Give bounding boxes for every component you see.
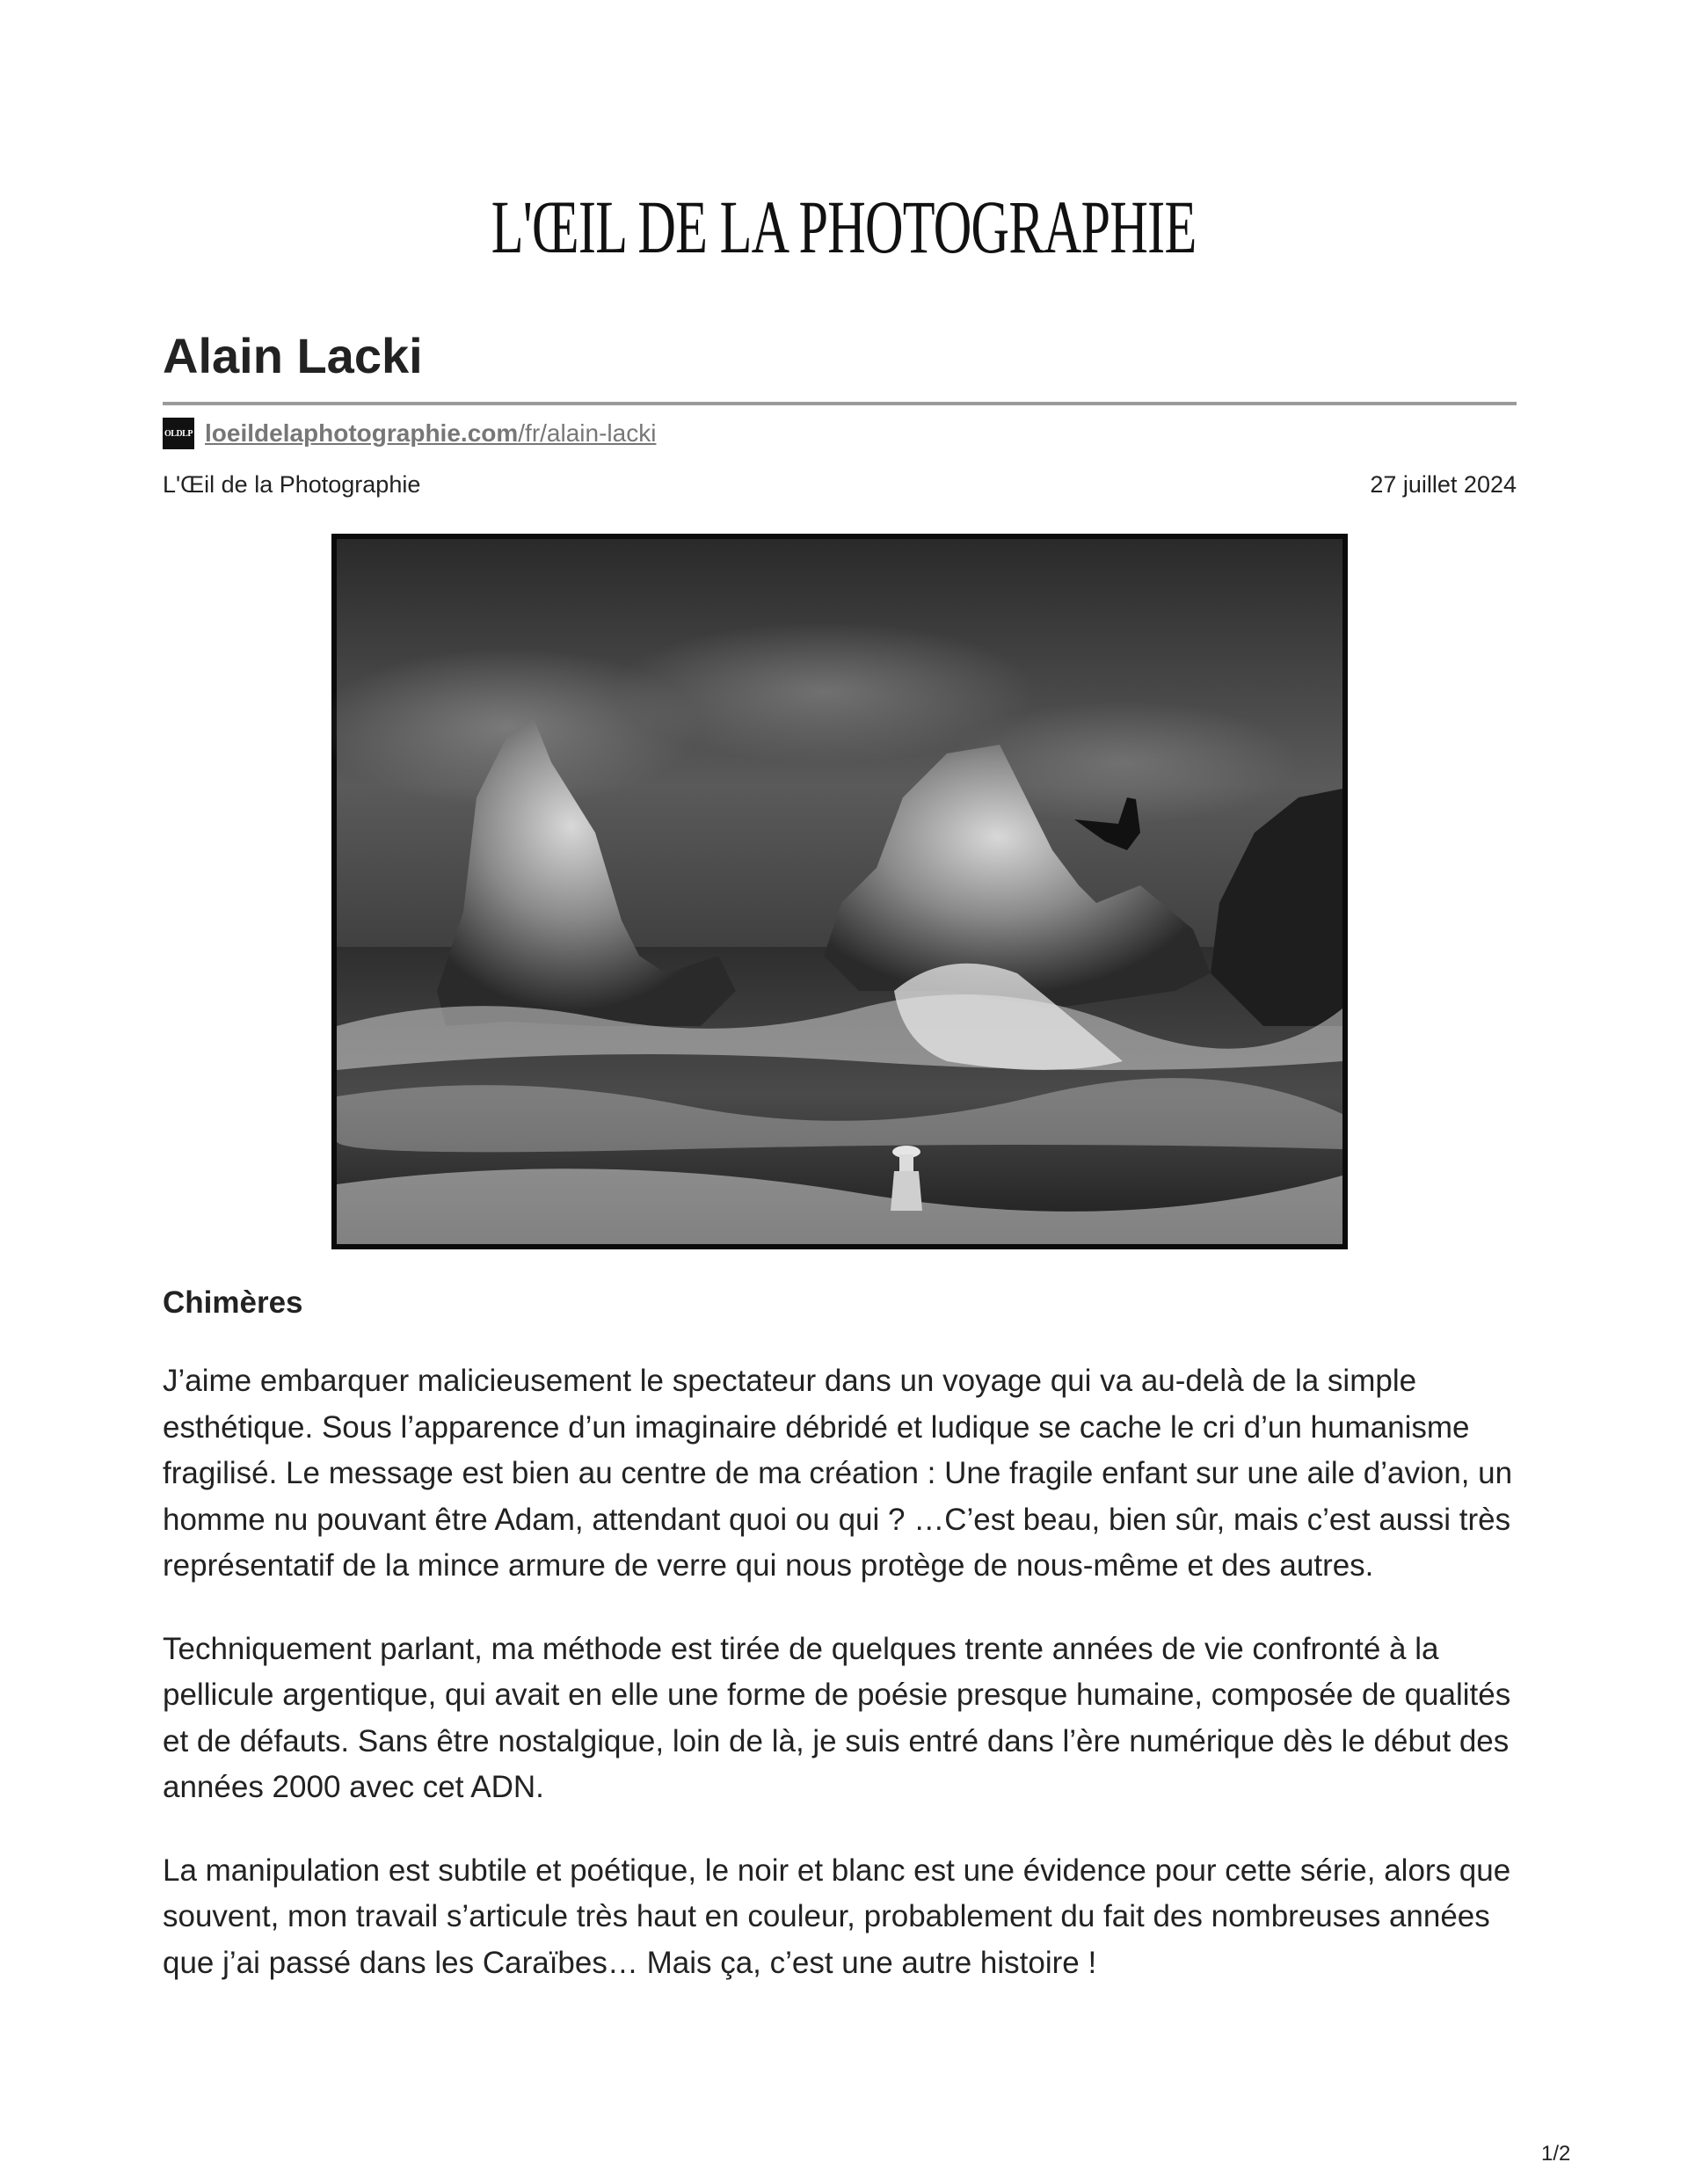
site-favicon-icon: OLDLP <box>163 418 194 449</box>
source-domain: loeildelaphotographie.com <box>205 419 519 447</box>
source-row <box>163 418 656 449</box>
page-number: 1/2 <box>1541 2142 1571 2166</box>
source-path: /fr/alain-lacki <box>518 419 657 447</box>
article-meta <box>163 469 1517 500</box>
article-body <box>163 1358 1521 2023</box>
title-divider <box>163 402 1517 405</box>
paragraph: La manipulation est subtile et poétique, le noir et blanc est une évidence pour cette série, alors que souvent, mon travail s’articule très haut en couleur, probablement du fait des nombreuses années que j’ai passé dans les Caraïbes… Mais ça, c’est une autre histoire ! <box>163 1853 1511 1980</box>
source-link[interactable] <box>205 419 656 448</box>
paragraph: J’aime embarquer malicieusement le spectateur dans un voyage qui va au-delà de la simple esthétique. Sous l’apparence d’un imaginaire débridé et ludique se cache le cri d’un humanisme fragilisé. Le message est bien au centre de ma création : Une fragile enfant sur une aile d’avion, un homme nu pouvant être Adam, attendant quoi ou qui ? …C’est beau, bien sûr, mais c’est aussi très représentatif de la mince armure de verre qui nous protège de nous-même et des autres. <box>163 1364 1513 1583</box>
masthead <box>0 185 1688 269</box>
article-title: Alain Lacki <box>163 328 423 383</box>
section-heading: Chimères <box>163 1285 303 1320</box>
paragraph: Techniquement parlant, ma méthode est tirée de quelques trente années de vie confronté à la pellicule argentique, qui avait en elle une forme de poésie presque humaine, composée de qualités et de défauts. Sans être nostalgique, loin de là, je suis entré dans l’ère numérique dès le début des années 2000 avec cet ADN. <box>163 1631 1511 1804</box>
site-logo: L'ŒIL DE LA PHOTOGRAPHIE <box>491 185 1197 269</box>
publish-date: 27 juillet 2024 <box>1370 471 1517 498</box>
article-photo <box>331 534 1348 1249</box>
seascape-photo-icon <box>331 534 1348 1249</box>
publisher: L'Œil de la Photographie <box>163 471 421 498</box>
